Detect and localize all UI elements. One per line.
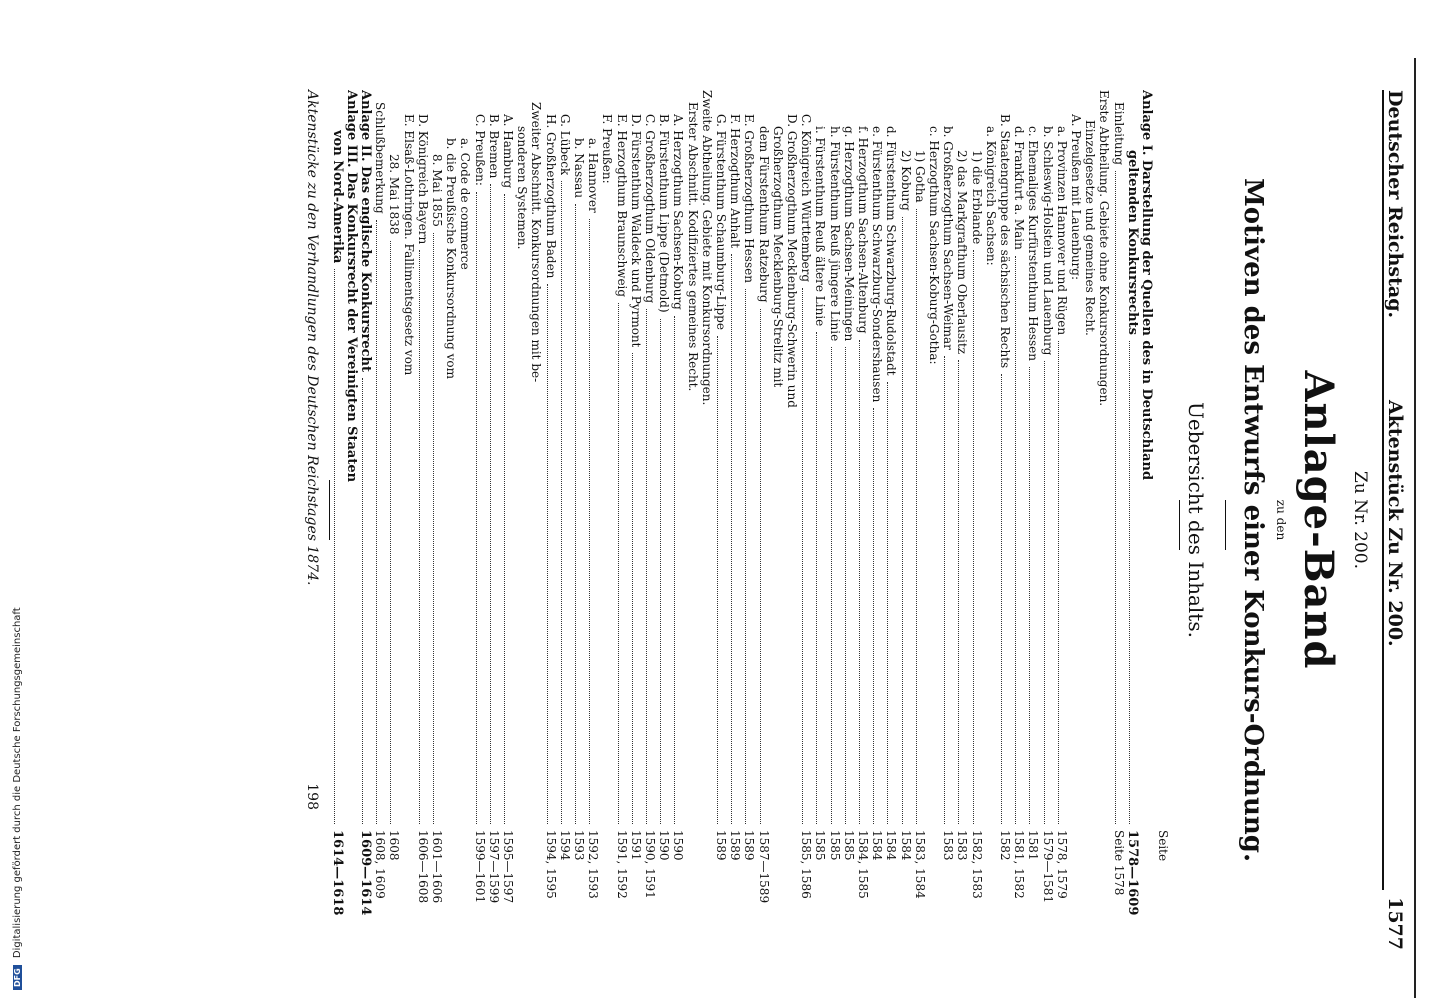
toc-entry-text: 2) das Markgrafthum Oberlausitz [955,150,970,355]
toc-leader [490,184,491,824]
toc-leader [1001,374,1002,824]
header-left: Deutscher Reichstag. [1384,90,1406,319]
toc-leader [916,209,917,824]
toc-entry-text: D. Fürstenthum Waldeck und Pyrmont [628,114,643,348]
header-rule [1382,90,1384,890]
toc-entry-page: 1599—1601 [472,830,487,904]
toc-entry-text: C. Preußen: [472,114,487,186]
page-title: Anlage-Band [1295,370,1342,670]
toc-entry-page: 1585 [827,830,842,861]
dfg-logo: DFG [13,965,22,990]
toc-leader [362,378,363,824]
toc-entry [940,90,955,950]
toc-entry-text: D. Königreich Bayern [415,114,430,245]
toc-entry [670,90,685,950]
toc-entry-page: Seite 1578 [1111,830,1126,896]
toc-entry-page: 1591, 1592 [614,830,629,899]
toc-entry-text: 28. Mai 1838 [387,154,402,235]
toc-entry-text: B. Bremen [486,114,501,179]
heading-rule [1179,500,1180,550]
toc-leader [873,408,874,824]
toc-leader [618,303,619,824]
zu-nr: Zu Nr. 200. [1350,471,1370,569]
toc-entry [557,90,572,950]
toc-entry [358,90,373,950]
toc-entry-text: B. Fürstenthum Lippe (Detmold) [657,114,672,313]
toc-entry-page: 1609—1614 [358,830,373,916]
toc-entry [571,90,586,950]
toc-entry [599,90,614,950]
toc-entry [457,90,472,950]
toc-entry-page: 1582 [998,830,1012,861]
toc-entry-text: Erster Abschnitt. Kodifiziertes gemeines Recht. [685,102,700,392]
toc-entry-text: b. Schleswig-Holstein und Lauenburg [1040,126,1055,356]
toc-entry [713,90,728,950]
toc-entry [983,90,998,950]
toc-entry-text: i. Fürstenthum Reuß ältere Linie [813,126,828,327]
toc-entry-text: H. Großherzogthum Baden [543,114,558,279]
toc-entry-page: 1585 [813,830,828,861]
toc-leader [1115,171,1116,824]
toc-leader [902,217,903,824]
toc-entry-text: 8. Mai 1855 [430,154,444,227]
toc-entry-text: 1) die Erblande [969,150,984,245]
toc-entry [1040,90,1055,950]
toc-entry [798,90,813,950]
toc-entry [1139,90,1154,950]
toc-entry-page: 1584 [884,830,899,861]
toc-entry-page: 1583, 1584 [912,830,927,899]
toc-leader [433,233,434,824]
toc-entry [855,90,870,950]
toc-leader [859,340,860,825]
toc-leader [632,353,633,824]
toc-leader [334,269,335,824]
toc-leader [717,336,718,824]
page-number-bottom: 198 [304,783,320,810]
toc-entry [727,90,742,950]
toc-leader [1015,256,1016,824]
toc-leader [419,250,420,824]
document-page [190,90,1410,950]
toc-entry [912,90,927,950]
toc-entry-text: a. Hannover [586,138,601,213]
toc-entry [372,90,387,950]
digitization-text: Digitalisierung gefördert durch die Deutsche Forschungsgemeinschaft [12,607,23,959]
toc-entry [330,90,345,950]
toc-entry-text: c. Herzogthum Sachsen-Koburg-Gotha: [927,126,941,365]
toc-leader [944,356,945,824]
toc-entry [685,90,700,950]
toc-entry-text: Zweiter Abschnitt. Konkursordnungen mit be- [529,102,544,383]
toc-entry [969,90,984,950]
toc-leader [845,347,846,824]
toc-entry [514,90,529,950]
toc-entry-text: a. Provinzen Hannover und Rügen [1054,126,1069,336]
toc-leader [1129,341,1130,824]
toc-entry [543,90,558,950]
toc-entry-page: 1589 [742,830,757,861]
toc-entry-text: b. Nassau [572,138,586,199]
toc-entry [628,90,643,950]
seite-column-label: Seite [1156,830,1170,862]
toc-leader [476,192,477,824]
toc-entry-text: g. Herzogthum Sachsen-Meiningen [841,126,856,342]
toc-entry-page: 1582, 1583 [969,830,984,899]
toc-entry [784,90,799,950]
toc-entry-page: 1581, 1582 [1012,830,1027,899]
toc-entry-page: 1606—1608 [415,830,430,904]
toc-leader [660,319,661,824]
toc-entry [1096,90,1111,950]
toc-entry-text: A. Hamburg [501,114,515,189]
toc-entry [386,90,401,950]
toc-leader [575,204,576,824]
toc-entry [756,90,771,950]
toc-entry-page: 1584 [898,830,913,861]
toc-entry-text: b. Großherzogthum Sachsen-Weimar [941,126,956,350]
toc-entry-text: F. Herzogthum Anhalt [728,114,743,249]
toc-leader [561,181,562,824]
toc-entry-text: Einleitung [1111,102,1126,166]
toc-entry-text: Schlußbemerkung [373,102,388,214]
toc-entry-page: 1595—1597 [501,830,515,904]
toc-leader [1029,367,1030,824]
toc-entry-text: Anlage I. Darstellung der Quellen des in Deutschland [1139,90,1154,481]
toc-leader [745,289,746,824]
toc-entry-page: 1583 [941,830,956,861]
toc-entry-text: C. Großherzogthum Oldenburg [643,114,657,304]
toc-entry [699,90,714,950]
toc-entry [812,90,827,950]
toc-entry [954,90,969,950]
toc-entry [486,90,501,950]
toc-entry-page: 1593 [572,830,586,861]
toc-entry-text: Einzelgesetze und gemeines Recht. [1083,120,1098,336]
toc-entry-page: 1587—1589 [756,830,771,904]
toc-leader [887,382,888,824]
toc-entry [429,90,444,950]
toc-entry-page: 1589 [728,830,743,861]
toc-leader [760,309,761,824]
toc-entry [642,90,657,950]
toc-entry [585,90,600,950]
toc-entry [1111,90,1126,950]
toc-entry [472,90,487,950]
toc-entry-page: 1578, 1579 [1054,830,1069,899]
toc-entry-page: 1578—1609 [1124,830,1140,916]
toc-leader [376,220,377,824]
toc-entry [500,90,515,950]
toc-entry-text: h. Fürstenthum Reuß jüngere Linie [827,126,842,342]
toc-leader [504,194,505,824]
toc-entry [997,90,1012,950]
toc-entry-page: 1591 [628,830,643,861]
toc-entry-text: dem Fürstenthum Ratzeburg [756,126,771,303]
toc-entry-text: von Nord-Amerika [329,130,345,264]
header-page-number: 1577 [1384,897,1406,950]
toc-entry-text: D. Großherzogthum Mecklenburg-Schwerin und [785,114,799,408]
toc-entry-text: Erste Abtheilung. Gebiete ohne Konkursordnungen. [1097,90,1112,407]
toc-leader [958,360,959,824]
toc-entry-text: 1) Gotha [912,150,927,203]
footer-note: Aktenstücke zu den Verhandlungen des Deutschen Reichstages 1874. [304,90,320,586]
toc-entry-text: Anlage III. Das Konkursrecht der Vereinigten Staaten [343,90,359,483]
toc-entry [770,90,785,950]
toc-leader [1044,361,1045,824]
toc-leader [646,309,647,824]
toc-entry-text: d. Frankfurt a. Main [1012,126,1027,250]
toc-entry-text: A. Preußen mit Lauenburg: [1069,114,1083,281]
toc-heading: Uebersicht des Inhalts. [1184,402,1208,638]
toc-entry [443,90,458,950]
toc-entry-page: 1594, 1595 [543,830,558,899]
toc-leader [1058,341,1059,824]
toc-entry [827,90,842,950]
toc-entry-text: Zweite Abtheilung. Gebiete mit Konkursordnungen. [699,90,714,406]
toc-entry-page: 1592, 1593 [586,830,601,899]
toc-entry-text: e. Fürstenthum Schwarzburg-Sondershausen [870,126,885,403]
toc-entry-text: 2) Koburg [898,150,913,211]
toc-entry-text: C. Königreich Württemberg [799,114,814,283]
toc-leader [589,219,590,824]
toc-entry-text: F. Preußen: [600,114,615,184]
toc-entry [883,90,898,950]
toc-leader [674,316,675,824]
toc-entry [1125,90,1140,950]
toc-entry-page: 1614—1618 [329,830,345,916]
toc-entry-text: d. Fürstenthum Schwarzburg-Rudolstadt [884,126,899,376]
toc-entry [1025,90,1040,950]
toc-entry-page: 1584 [870,830,885,861]
toc-entry-text: A. Herzogthum Sachsen-Koburg [671,114,686,310]
toc-entry [841,90,856,950]
toc-leader [731,254,732,824]
toc-entry [656,90,671,950]
title-rule [1225,500,1226,550]
toc-entry [1082,90,1097,950]
toc-entry-page: 1590 [671,830,686,861]
toc-entry-page: 1590 [657,830,672,861]
toc-entry-page: 1585, 1586 [799,830,814,899]
toc-entry [869,90,884,950]
toc-entry-page: 1589 [714,830,728,861]
toc-leader [390,241,391,824]
toc-entry-text: G. Lübeck [557,114,572,176]
toc-entry-text: geltenden Konkursrechts [1124,150,1140,335]
toc-entry-page: 1579—1581 [1040,830,1055,904]
toc-entry [1011,90,1026,950]
toc-entry-page: 1590, 1591 [643,830,657,899]
toc-entry-text: B. Staatengruppe des sächsischen Rechts [998,114,1012,369]
toc-entry [415,90,430,950]
toc-entry-text: E. Großherzogthum Hessen [742,114,757,283]
running-header [1380,90,1410,950]
toc-entry [926,90,941,950]
toc-entry [1054,90,1069,950]
scan-edge [1414,58,1416,998]
toc-entry-text: Anlage II. Das englische Konkursrecht [358,90,373,372]
toc-entry-text: b. die Preußische Konkursordnung vom [444,138,459,379]
toc-entry-text: f. Herzogthum Sachsen-Altenburg [856,126,870,334]
zu-den: zu den [1274,499,1288,541]
toc-entry-text: E. Elsaß-Lothringen. Fallimentsgesetz vom [401,114,416,376]
toc-entry-text: c. Ehemaliges Kurfürstenthum Hessen [1026,126,1041,361]
toc-entry [614,90,629,950]
toc-leader [816,332,817,824]
toc-entry-page: 1585 [841,830,856,861]
toc-entry [741,90,756,950]
toc-entry-text: Großherzogthum Mecklenburg-Strelitz mit [770,126,785,388]
page-subtitle: Motiven des Entwurfs einer Konkurs-Ordnung. [1238,177,1268,862]
toc-entry [344,90,359,950]
toc-entry-page: 1581 [1026,830,1041,861]
toc-entry [528,90,543,950]
toc-leader [547,284,548,824]
header-middle: Aktenstück Zu Nr. 200. [1384,400,1406,647]
toc-entry-text: a. Code de commerce [458,138,473,270]
toc-entry-text: sonderen Systemen. [515,126,530,250]
toc-entry-page: 1601—1606 [430,830,444,904]
toc-leader [973,250,974,824]
toc-entry-text: a. Königreich Sachsen: [983,126,998,266]
toc-entry-text: G. Fürstenthum Schaumburg-Lippe [714,114,728,330]
toc-leader [802,288,803,824]
toc-entry-page: 1608 [387,830,402,861]
toc-entry-page: 1583 [955,830,970,861]
digitization-note [12,0,26,990]
footer-rule [329,480,330,540]
toc-entry-page: 1594 [557,830,572,861]
toc-entry-page: 1608, 1609 [373,830,388,899]
toc-entry-page: 1597—1599 [486,830,501,904]
toc-entry [898,90,913,950]
toc-leader [831,347,832,824]
toc-entry [401,90,416,950]
toc-entry-page: 1584, 1585 [856,830,870,899]
toc-entry [1068,90,1083,950]
toc-entry-text: E. Herzogthum Braunschweig [614,114,629,298]
